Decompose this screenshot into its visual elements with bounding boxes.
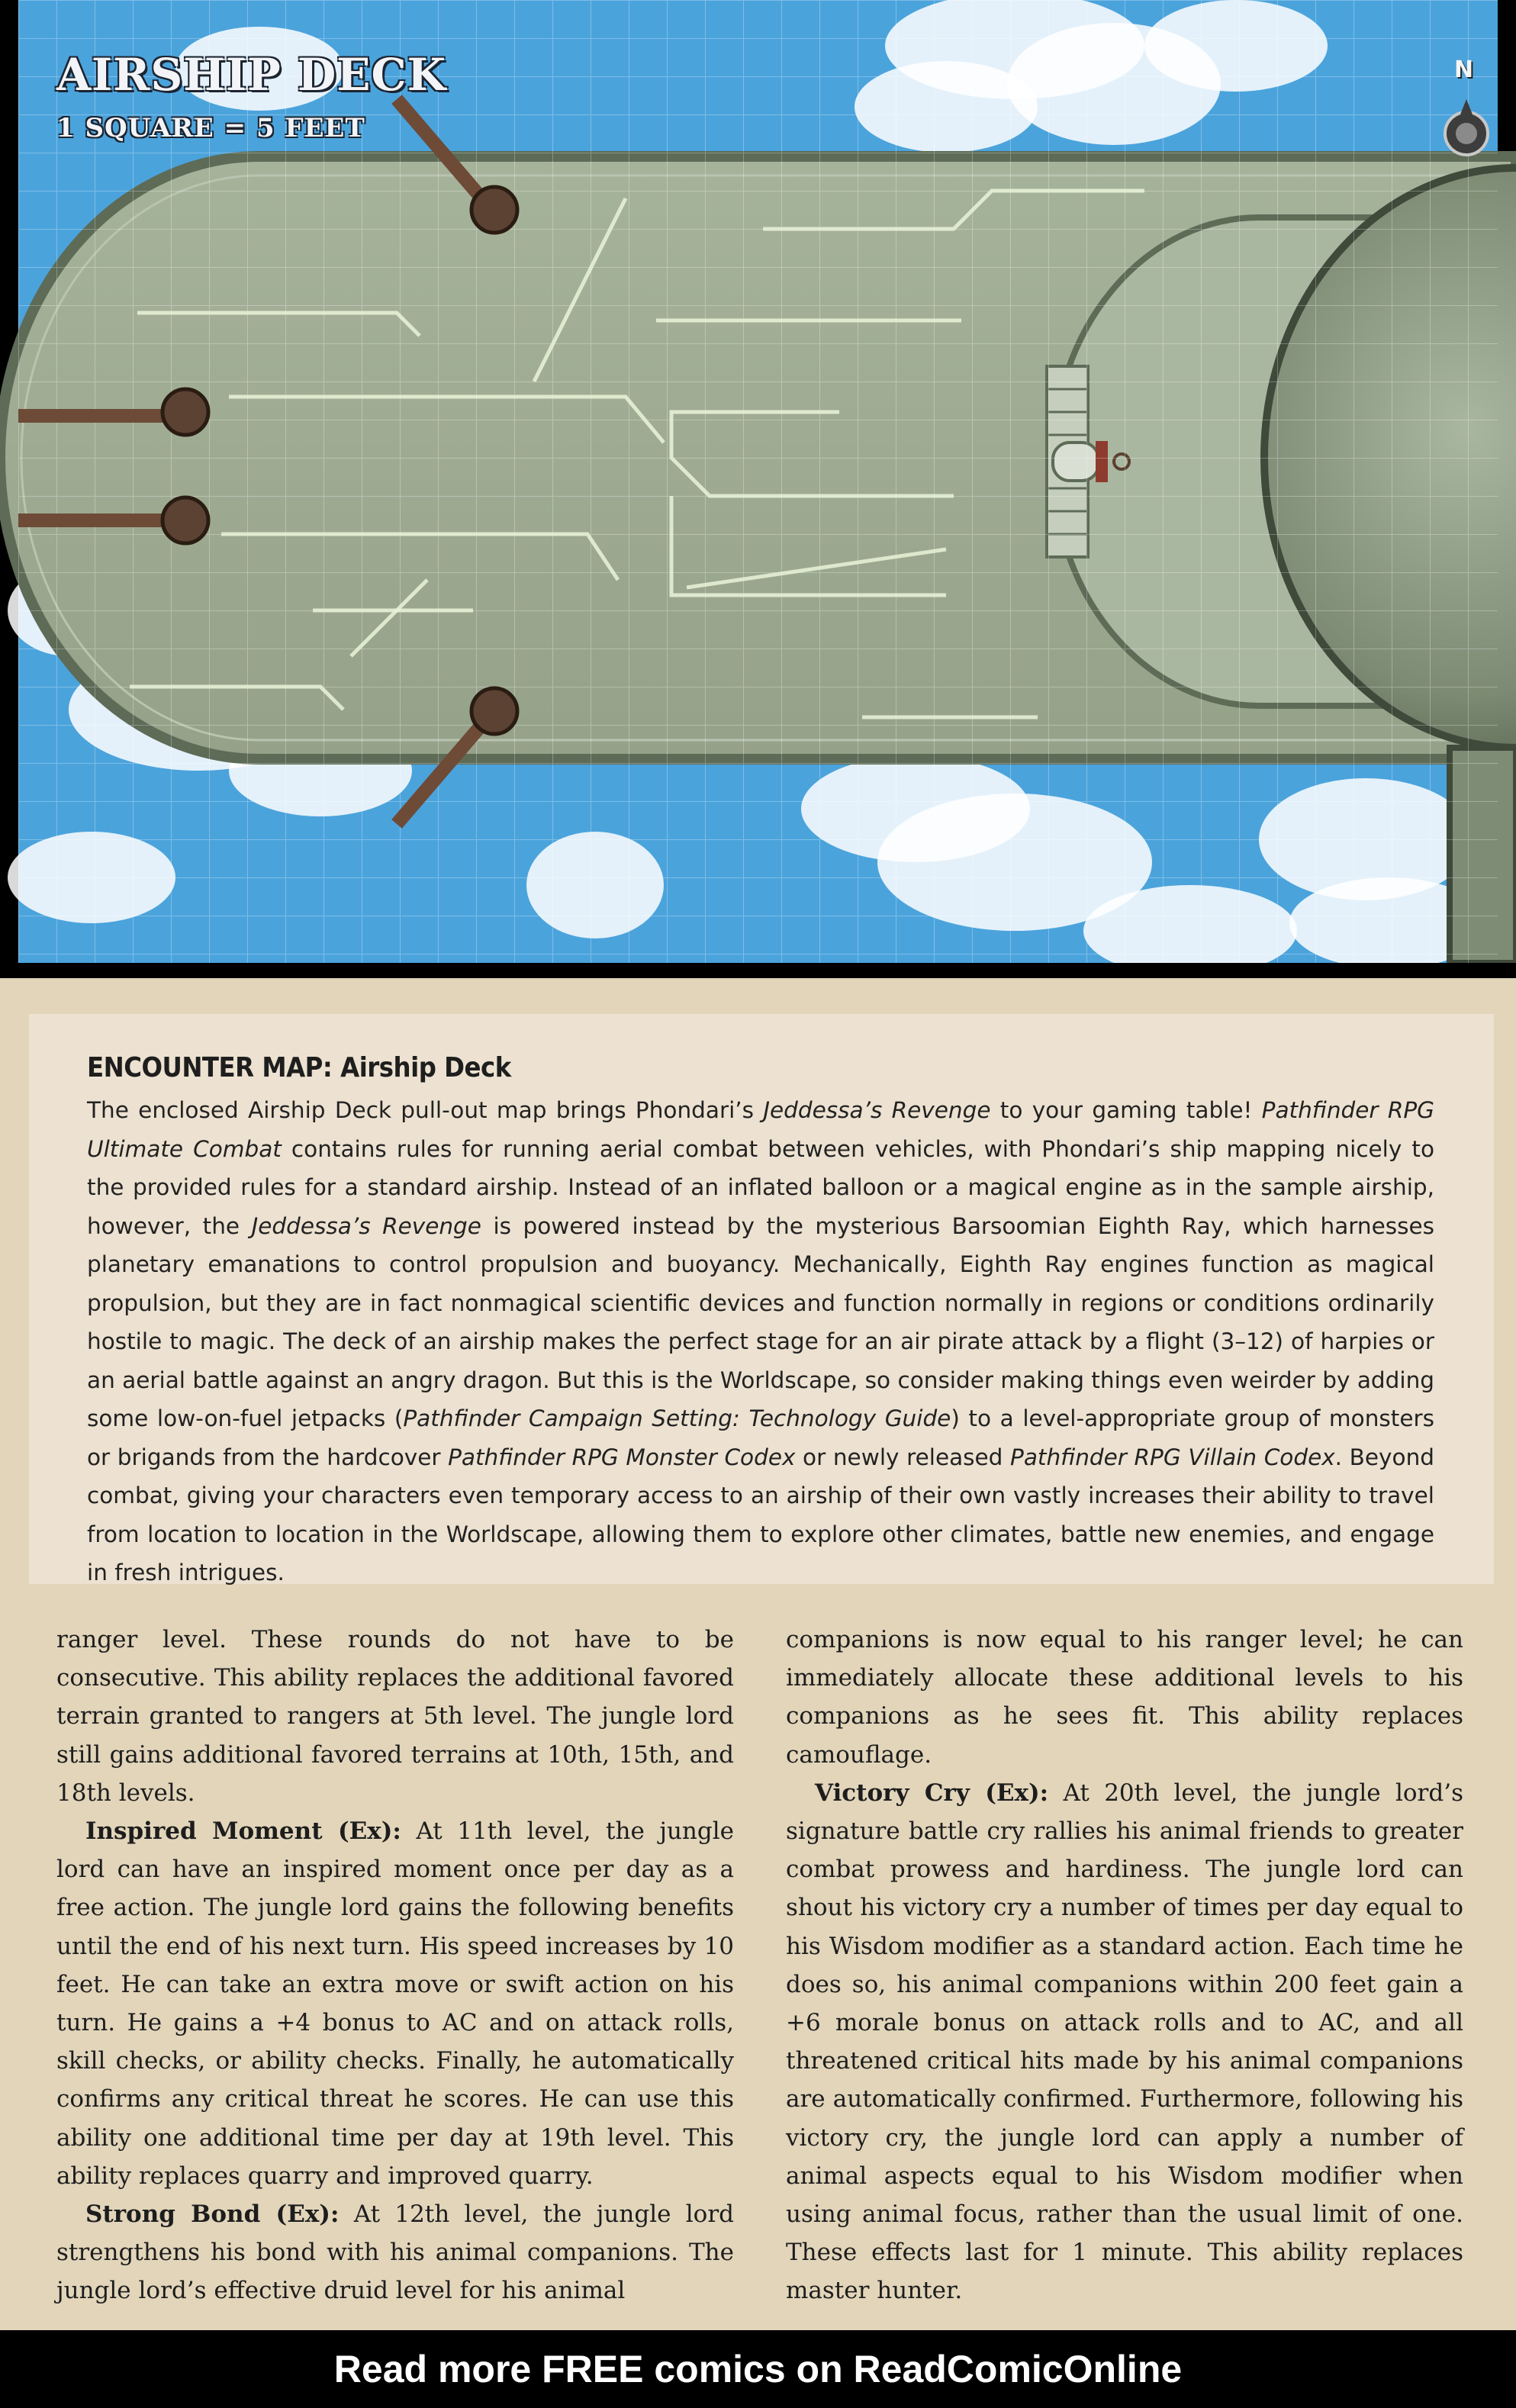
paragraph: ranger level. These rounds do not have to be consecutive. This ability replaces the additional favored terrain granted to rangers at 5th level. The jungle lord still gains additional favored terrains at 10th, 15th, and 18th levels. [56, 1626, 734, 1807]
ability-text: At 20th level, the jungle lord’s signature battle cry rallies his animal friends to greater combat prowess and hardiness. The jungle lord can shout his victory cry a number of times per day equal to his Wisdom modifier as a standard action. Each time he does so, his animal companions within 200 feet gain a +6 morale bonus on attack rolls and to AC, and all threatened critical hits made by his animal companions are automatically confirmed. Furthermore, following his victory cry, the jungle lord can apply a number of animal aspects equal to his Wisdom modifier when using animal focus, rather than the usual limit of one. These effects last for 1 minute. This ability replaces master hunter. [786, 1779, 1463, 2305]
sidebar-text: or newly released [795, 1444, 1011, 1470]
sidebar-text: . Beyond combat, giving your characters even temporary access to an airship of their own vastly increases their ability to travel from location to location in the Worldscape, allowing them to explore other climates, battle new enemies, and engage in fresh intrigues. [87, 1444, 1434, 1585]
sidebar-text: The enclosed Airship Deck pull-out map brings Phondari’s [87, 1097, 764, 1123]
map-scale: 1 SQUARE = 5 FEET [56, 113, 365, 143]
paragraph-strong-bond [56, 2195, 734, 2310]
ability-text: At 12th level, the jungle lord strengthens his bond with his animal companions. The jungle lord’s effective druid level for his animal [56, 2200, 735, 2305]
paragraph-inspired-moment [56, 1812, 734, 2195]
compass-north-label: N [1454, 56, 1474, 83]
sidebar-italic-title: Pathfinder Campaign Setting: Technology Guide [403, 1405, 951, 1431]
map-illustration [0, 0, 1516, 978]
paragraph: companions is now equal to his ranger level; he can immediately allocate these additional levels to his companions as he sees fit. This ability replaces camouflage. [786, 1626, 1463, 1769]
ability-text: At 11th level, the jungle lord can have an inspired moment once per day as a free action. The jungle lord gains the following benefits until the end of his next turn. His speed increases by 10 feet. He can take an extra move or swift action on his turn. He gains a +4 bonus to AC and on attack rolls, skill checks, or ability checks. Finally, he automatically confirms any critical threat he scores. He can use this ability one additional time per day at 19th level. This ability replaces quarry and improved quarry. [56, 1817, 734, 2190]
sidebar-italic-title: Pathfinder RPG Villain Codex [1010, 1444, 1335, 1470]
map-title: AIRSHIP DECK [56, 49, 447, 101]
sidebar-body [87, 1091, 1434, 1592]
left-column [56, 1621, 734, 2310]
right-column [786, 1621, 1463, 2310]
ability-heading: Inspired Moment (Ex): [85, 1817, 401, 1846]
ability-heading: Victory Cry (Ex): [815, 1779, 1049, 1807]
sidebar-title: ENCOUNTER MAP: Airship Deck [87, 1052, 511, 1083]
encounter-map-sidebar [29, 1014, 1494, 1584]
sidebar-text: to your gaming table! [990, 1097, 1262, 1123]
map-grid [18, 0, 1498, 963]
sidebar-text: is powered instead by the mysterious Barsoomian Eighth Ray, which harnesses planetary emanations to control propulsion and buoyancy. Mechanically, Eighth Ray engines function as magical propulsion, but they are in fact nonmagical scientific devices and function normally in regions or conditions ordinarily hostile to magic. The deck of an airship makes the perfect stage for an air pirate attack by a flight (3–12) of harpies or an aerial battle against an angry dragon. But this is the Worldscape, so consider making things even weirder by adding some low-on-fuel jetpacks ( [87, 1212, 1434, 1431]
airship-deck-map [0, 0, 1516, 978]
ability-heading: Strong Bond (Ex): [85, 2200, 340, 2229]
sidebar-italic-title: Pathfinder RPG Ultimate Combat [87, 1097, 1434, 1162]
sidebar-italic-title: Jeddessa’s Revenge [251, 1212, 481, 1239]
sidebar-text: contains rules for running aerial combat between vehicles, with Phondari’s ship mapping nicely to the provided rules for a standard airship. Instead of an inflated balloon or a magical engine as in the sample airship, however, the [87, 1135, 1434, 1239]
paragraph-victory-cry [786, 1774, 1463, 2310]
sidebar-text: ) to a level-appropriate group of monsters or brigands from the hardcover [87, 1405, 1434, 1470]
sidebar-italic-title: Jeddessa’s Revenge [763, 1097, 991, 1123]
footer-banner[interactable]: Read more FREE comics on ReadComicOnline [0, 2330, 1516, 2408]
sidebar-italic-title: Pathfinder RPG Monster Codex [448, 1444, 796, 1470]
